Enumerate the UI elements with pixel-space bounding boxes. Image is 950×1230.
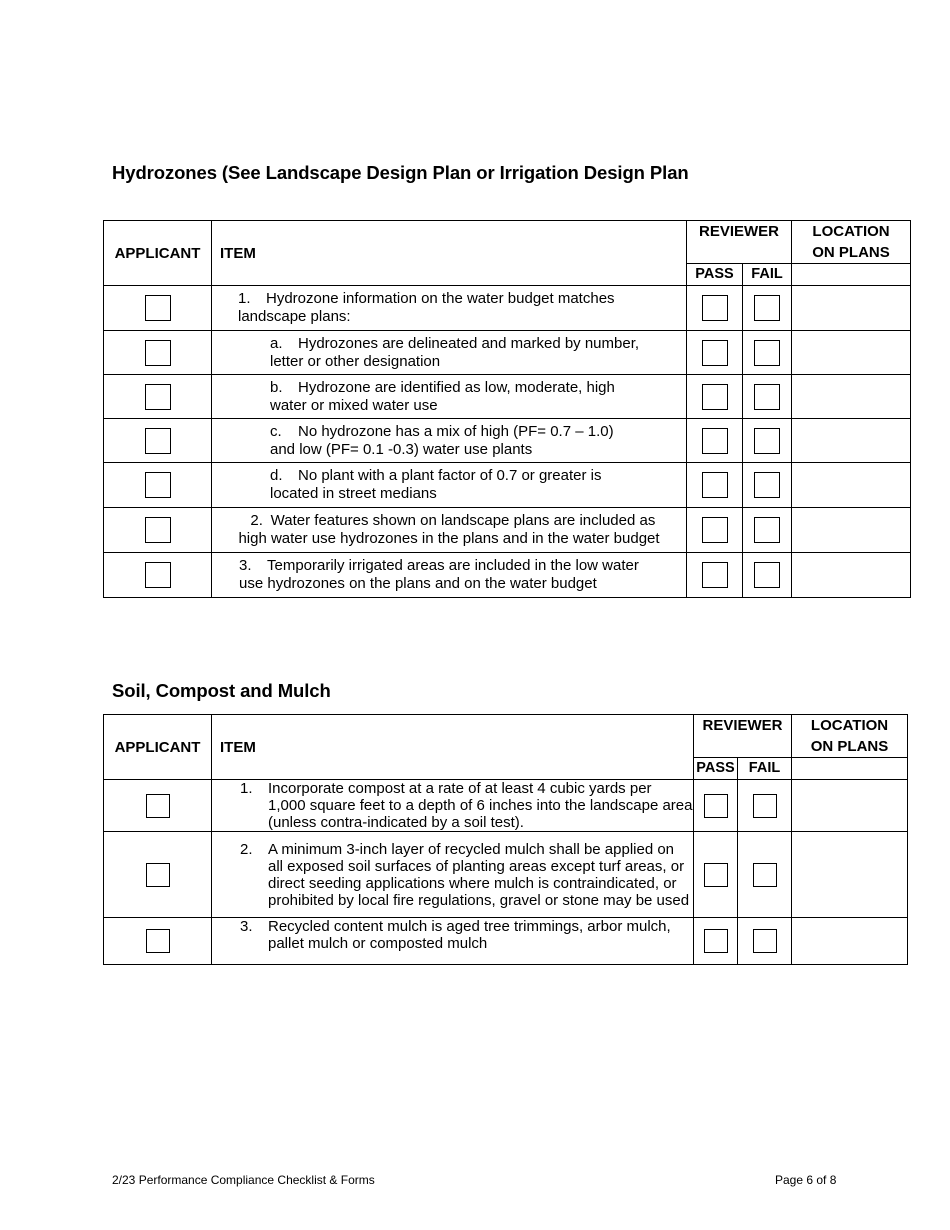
item-column-header: ITEM bbox=[212, 221, 687, 286]
fail-checkbox[interactable] bbox=[754, 517, 780, 543]
applicant-checkbox[interactable] bbox=[146, 794, 170, 818]
item-number: 1. bbox=[238, 290, 251, 307]
location-subheader-blank bbox=[792, 758, 908, 780]
item-cell bbox=[212, 508, 687, 553]
location-header-line1: LOCATION bbox=[812, 223, 890, 240]
location-column-header bbox=[792, 715, 908, 758]
fail-column-header: FAIL bbox=[738, 758, 792, 780]
soil-checklist-table bbox=[103, 714, 908, 965]
location-header-line1: LOCATION bbox=[810, 717, 889, 734]
fail-checkbox[interactable] bbox=[754, 295, 780, 321]
hydrozone-row-c bbox=[104, 419, 911, 463]
item-cell bbox=[212, 463, 687, 508]
hydrozone-row-3 bbox=[104, 553, 911, 598]
item-cell bbox=[212, 286, 687, 331]
item-text-line2: and low (PF= 0.1 -0.3) water use plants bbox=[270, 440, 533, 458]
item-text-line2: located in street medians bbox=[270, 485, 437, 502]
item-text-line2: water or mixed water use bbox=[270, 396, 438, 414]
hydrozones-checklist-table bbox=[103, 220, 911, 598]
location-cell[interactable] bbox=[792, 419, 911, 463]
item-text-line1: Temporarily irrigated areas are included in the low water bbox=[267, 557, 639, 574]
applicant-checkbox[interactable] bbox=[145, 384, 171, 410]
item-cell bbox=[212, 780, 694, 832]
hydrozone-row-a bbox=[104, 331, 911, 375]
applicant-checkbox[interactable] bbox=[145, 562, 171, 588]
location-cell[interactable] bbox=[792, 780, 908, 832]
item-number: b. bbox=[270, 378, 283, 396]
item-text-line1: Hydrozones are delineated and marked by number, bbox=[298, 334, 640, 352]
pass-checkbox[interactable] bbox=[702, 517, 728, 543]
hydrozone-row-2 bbox=[104, 508, 911, 553]
applicant-checkbox[interactable] bbox=[145, 428, 171, 454]
item-text-line1: Hydrozone information on the water budget matches bbox=[266, 290, 615, 307]
fail-column-header: FAIL bbox=[743, 264, 792, 286]
hydrozones-section-title: Hydrozones (See Landscape Design Plan or Irrigation Design Plan bbox=[112, 162, 689, 183]
location-cell[interactable] bbox=[792, 331, 911, 375]
item-cell bbox=[212, 331, 687, 375]
pass-checkbox[interactable] bbox=[704, 863, 728, 887]
applicant-column-header: APPLICANT bbox=[104, 221, 212, 286]
applicant-checkbox[interactable] bbox=[146, 929, 170, 953]
item-text-line2: high water use hydrozones in the plans and in the water budget bbox=[238, 530, 660, 547]
fail-checkbox[interactable] bbox=[753, 929, 777, 953]
item-text: Incorporate compost at a rate of at least 4 cubic yards per 1,000 square feet to a depth of 6 inches into the landscape area (unless contra-indicated by a soil test). bbox=[268, 780, 693, 831]
hydrozone-row-d bbox=[104, 463, 911, 508]
item-number: 3. bbox=[240, 918, 253, 935]
location-cell[interactable] bbox=[792, 918, 908, 965]
item-text-line2: use hydrozones on the plans and on the water budget bbox=[239, 575, 597, 592]
item-number: d. bbox=[270, 467, 283, 484]
applicant-checkbox[interactable] bbox=[145, 340, 171, 366]
fail-checkbox[interactable] bbox=[754, 472, 780, 498]
location-cell[interactable] bbox=[792, 463, 911, 508]
item-cell bbox=[212, 553, 687, 598]
item-number: 2. bbox=[250, 512, 263, 529]
location-cell[interactable] bbox=[792, 553, 911, 598]
item-cell bbox=[212, 419, 687, 463]
item-text-line2: letter or other designation bbox=[270, 352, 441, 370]
item-text-line1: Water features shown on landscape plans are included as bbox=[270, 512, 656, 529]
item-number: a. bbox=[270, 334, 283, 352]
pass-checkbox[interactable] bbox=[702, 340, 728, 366]
fail-checkbox[interactable] bbox=[753, 863, 777, 887]
item-text-line1: No hydrozone has a mix of high (PF= 0.7 – 1.0) bbox=[298, 422, 614, 440]
applicant-checkbox[interactable] bbox=[145, 517, 171, 543]
fail-checkbox[interactable] bbox=[754, 384, 780, 410]
pass-checkbox[interactable] bbox=[704, 929, 728, 953]
applicant-column-header: APPLICANT bbox=[104, 715, 212, 780]
item-text: A minimum 3-inch layer of recycled mulch shall be applied on all exposed soil surfaces of planting areas except turf areas, or direct seeding applications where mulch is contraindicated, or prohibited by local fire regulations, gravel or stone may be used bbox=[268, 840, 690, 909]
applicant-checkbox[interactable] bbox=[145, 472, 171, 498]
soil-row-1 bbox=[104, 780, 908, 832]
item-text: Recycled content mulch is aged tree trimmings, arbor mulch, pallet mulch or composted mulch bbox=[268, 918, 671, 952]
item-text-line1: No plant with a plant factor of 0.7 or greater is bbox=[298, 467, 602, 484]
hydrozone-row-b bbox=[104, 375, 911, 419]
soil-section-title: Soil, Compost and Mulch bbox=[112, 680, 331, 701]
item-number: c. bbox=[270, 422, 282, 440]
applicant-checkbox[interactable] bbox=[146, 863, 170, 887]
reviewer-column-header: REVIEWER bbox=[694, 715, 792, 758]
item-number: 3. bbox=[239, 557, 252, 574]
pass-checkbox[interactable] bbox=[702, 384, 728, 410]
footer-document-title: 2/23 Performance Compliance Checklist & Forms bbox=[112, 1173, 375, 1187]
pass-checkbox[interactable] bbox=[702, 562, 728, 588]
pass-checkbox[interactable] bbox=[702, 472, 728, 498]
item-cell bbox=[212, 375, 687, 419]
item-text-line1: Hydrozone are identified as low, moderate, high bbox=[298, 378, 615, 396]
item-number: 1. bbox=[240, 780, 253, 797]
pass-checkbox[interactable] bbox=[702, 295, 728, 321]
item-cell bbox=[212, 832, 694, 918]
location-cell[interactable] bbox=[792, 375, 911, 419]
item-text-line2: landscape plans: bbox=[238, 308, 351, 325]
pass-column-header: PASS bbox=[694, 758, 738, 780]
hydrozone-row-1 bbox=[104, 286, 911, 331]
location-column-header bbox=[792, 221, 911, 264]
item-number: 2. bbox=[240, 840, 253, 858]
location-cell[interactable] bbox=[792, 286, 911, 331]
pass-checkbox[interactable] bbox=[702, 428, 728, 454]
fail-checkbox[interactable] bbox=[754, 428, 780, 454]
fail-checkbox[interactable] bbox=[753, 794, 777, 818]
location-cell[interactable] bbox=[792, 832, 908, 918]
pass-checkbox[interactable] bbox=[704, 794, 728, 818]
fail-checkbox[interactable] bbox=[754, 340, 780, 366]
soil-row-3 bbox=[104, 918, 908, 965]
location-header-line2: ON PLANS bbox=[810, 738, 889, 755]
footer-page-number: Page 6 of 8 bbox=[775, 1173, 837, 1187]
fail-checkbox[interactable] bbox=[754, 562, 780, 588]
reviewer-column-header: REVIEWER bbox=[687, 221, 792, 264]
location-cell[interactable] bbox=[792, 508, 911, 553]
soil-row-2 bbox=[104, 832, 908, 918]
pass-column-header: PASS bbox=[687, 264, 743, 286]
applicant-checkbox[interactable] bbox=[145, 295, 171, 321]
location-subheader-blank bbox=[792, 264, 911, 286]
location-header-line2: ON PLANS bbox=[812, 244, 890, 261]
item-cell bbox=[212, 918, 694, 965]
item-column-header: ITEM bbox=[212, 715, 694, 780]
